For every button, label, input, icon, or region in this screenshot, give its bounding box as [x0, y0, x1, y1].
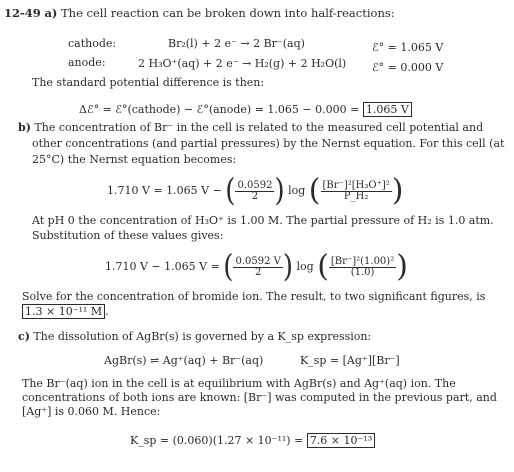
solve-line-2: 1.3 × 10⁻¹¹ M .	[22, 306, 109, 317]
part-a-label: a)	[44, 6, 58, 20]
ph-line-1: At pH 0 the concentration of H₃O⁺ is 1.00 M. The partial pressure of H₂ is 1.0 atm.	[32, 214, 494, 227]
bromide-concentration-result: 1.3 × 10⁻¹¹ M	[22, 304, 105, 319]
cathode-potential: ℰ° = 1.065 V	[372, 41, 444, 54]
solve-line-1: Solve for the concentration of bromide ion. The result, to two significant figures, is	[22, 290, 486, 303]
nernst-1-coefficient: $\frac{0.0592}{2}$	[237, 179, 273, 202]
part-b-text-1: The concentration of Br⁻ in the cell is related to the measured cell potential and	[34, 121, 484, 134]
delta-e-expression: Δℰ° = ℰ°(cathode) − ℰ°(anode) = 1.065 − 0.000 =	[79, 103, 360, 116]
part-b-line-3: 25°C) the Nernst equation becomes:	[32, 153, 237, 166]
dissolution-equation: AgBr(s) ⇌ Ag⁺(aq) + Br⁻(aq)	[104, 354, 264, 367]
delta-e-equation	[79, 104, 412, 115]
cathode-label: cathode:	[68, 37, 117, 50]
standard-potential-text: The standard potential difference is then:	[32, 76, 265, 89]
delta-e-result: 1.065 V	[363, 102, 412, 117]
nernst-1-quotient: $\frac{\text{[Br⁻]²[H₃O⁺]²}}{\text{P\_H₂}}$	[322, 179, 390, 202]
part-c-text-1: The dissolution of AgBr(s) is governed by a K_sp expression:	[33, 330, 372, 343]
anode-equation: 2 H₃O⁺(aq) + 2 e⁻ → H₂(g) + 2 H₂O(l)	[138, 57, 347, 70]
nernst-2-coefficient: $\frac{0.0592 V}{2}$	[235, 255, 281, 278]
nernst-2-lhs: 1.710 V − 1.065 V =	[105, 260, 220, 273]
anode-potential: ℰ° = 0.000 V	[372, 61, 444, 74]
part-c-line-1	[18, 331, 371, 342]
nernst-2-log: log	[296, 260, 314, 273]
part-c-text-2: The Br⁻(aq) ion in the cell is at equilibrium with AgBr(s) and Ag⁺(aq) ion. The	[22, 377, 456, 390]
ksp-expression: K_sp = [Ag⁺][Br⁻]	[300, 354, 400, 367]
nernst-1-lhs: 1.710 V = 1.065 V −	[107, 184, 222, 197]
nernst-equation-1: 1.710 V = 1.065 V − ( $\frac{0.0592}{2}$ ) log ( $\frac{\text{[Br⁻]²[H₃O⁺]²}}{\text{P\_H₂}}$ )	[107, 173, 404, 209]
part-c-text-3: concentrations of both ions are known: [Br⁻] was computed in the previous part, and	[22, 391, 497, 404]
part-b-line-2: other concentrations (and partial pressures) by the Nernst equation. For this cell (at	[32, 137, 505, 150]
nernst-equation-2: 1.710 V − 1.065 V = ( $\frac{0.0592 V}{2}$ ) log ( $\frac{\text{[Br⁻]²(1.00)²}}{(1.0)}$ )	[105, 249, 408, 285]
nernst-1-log: log	[288, 184, 306, 197]
problem-heading	[4, 8, 395, 20]
ksp-final-equation	[130, 435, 375, 446]
part-c-label: c)	[18, 330, 30, 343]
ksp-final-result: 7.6 × 10⁻¹³	[307, 433, 375, 448]
anode-label: anode:	[68, 56, 106, 69]
cathode-equation: Br₂(l) + 2 e⁻ → 2 Br⁻(aq)	[168, 37, 305, 50]
part-c-text-4: [Ag⁺] is 0.060 M. Hence:	[22, 405, 161, 418]
part-b-label: b)	[18, 121, 31, 134]
nernst-2-quotient: $\frac{\text{[Br⁻]²(1.00)²}}{(1.0)}$	[330, 255, 395, 278]
part-b-line-1	[18, 122, 483, 133]
part-a-intro: The cell reaction can be broken down into half-reactions:	[61, 6, 395, 20]
ph-line-2: Substitution of these values gives:	[32, 229, 224, 242]
problem-number: 12-49	[4, 6, 41, 20]
ksp-final-expression: K_sp = (0.060)(1.27 × 10⁻¹¹) =	[130, 434, 304, 447]
